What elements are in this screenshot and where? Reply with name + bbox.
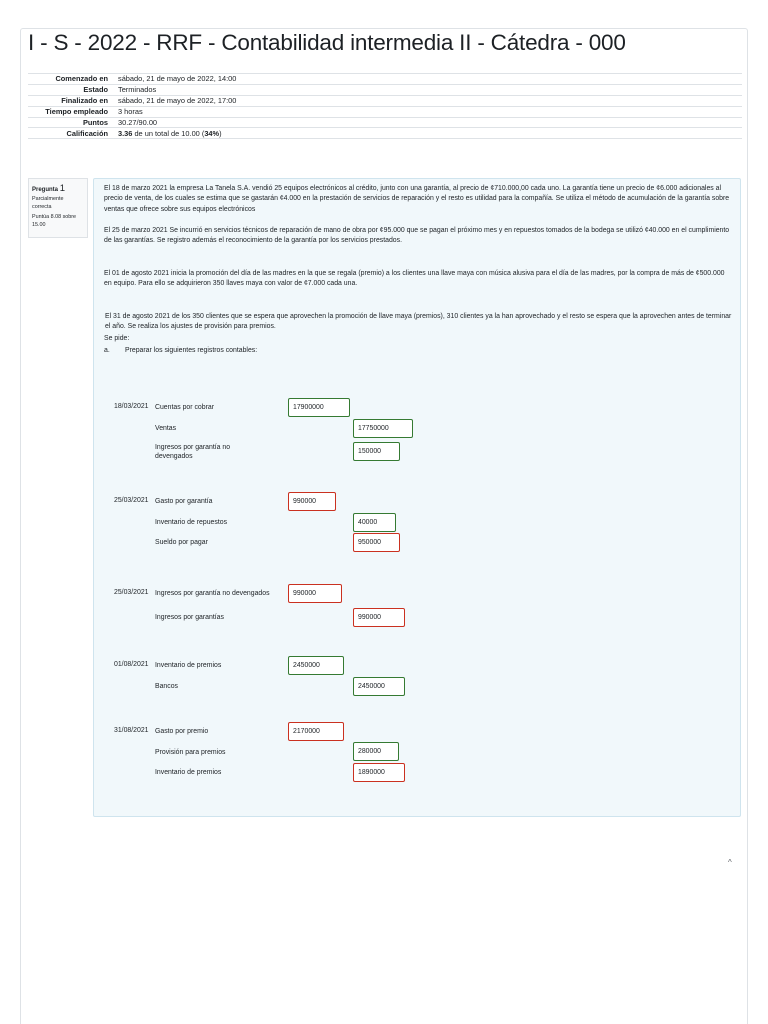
entry-date: 25/03/2021 [114, 497, 149, 504]
entry-credit-input[interactable]: 280000 [353, 742, 399, 761]
entry-date: 31/08/2021 [114, 727, 149, 734]
grade-score: 3.36 [118, 128, 133, 138]
entry-credit-input[interactable]: 40000 [353, 513, 396, 532]
entry-debit-input[interactable]: 2450000 [288, 656, 344, 675]
entry-date: 01/08/2021 [114, 661, 149, 668]
question-number [32, 182, 84, 196]
question-paragraph: El 18 de marzo 2021 la empresa La Tanela S.A. vendió 25 equipos electrónicos al crédito, junto con una garantía, al precio de ¢710.000,00 cada uno. La garantía tiene un precio de ¢6.000 adicionales al precio de venta, de los cuales se estima que se gastarán ¢4.000 en la prestación de servicios de reparación y el resto es utilidad para la compañía. Se utiliza el método de acumulación de la garantía sobre ventas que ofrece sobre sus equipos electrónicos [104, 185, 730, 213]
summary-value-grade [114, 128, 742, 139]
question-info [28, 178, 88, 238]
summary-label: Puntos [28, 117, 114, 128]
entry-credit-account: Ingresos por garantías [155, 614, 224, 621]
question-paragraph: El 25 de marzo 2021 Se incurrió en servicios técnicos de reparación de mano de obra por ¢95.000 que se pagan el próximo mes y en repuestos tomados de la bodega se utilizó ¢40.000 en el cumplimiento de las garantías. Se registro además el reconocimiento de la garantía por los servicios prestados. [104, 227, 730, 245]
summary-row [28, 84, 742, 95]
question-state: Parcialmente correcta [32, 195, 64, 210]
page-title: I - S - 2022 - RRF - Contabilidad intermedia II - Cátedra - 000 [28, 30, 626, 55]
entry-credit-account: Ventas [155, 425, 177, 432]
entry-credit-input[interactable]: 950000 [353, 533, 400, 552]
grade-total: de un total de 10.00 ( [132, 128, 205, 138]
summary-value: 3 horas [114, 106, 742, 117]
entry-credit-input[interactable]: 150000 [353, 442, 400, 461]
entry-debit-account: Gasto por premio [155, 728, 209, 735]
scroll-top-icon[interactable]: ^ [728, 858, 732, 867]
summary-value: 30.27/90.00 [114, 117, 742, 128]
question-number-value: 1 [59, 183, 65, 194]
se-pide-label: Se pide: [104, 335, 130, 342]
grade-close: ) [219, 128, 222, 138]
entry-credit-account: Inventario de repuestos [155, 519, 228, 526]
entry-credit-input[interactable]: 1890000 [353, 763, 405, 782]
entry-debit-account: Cuentas por cobrar [155, 404, 214, 411]
question-grade: Puntúa 8.08 sobre 15.00 [32, 214, 77, 229]
summary-row [28, 95, 742, 106]
summary-value: Terminados [114, 84, 742, 95]
instruction [104, 346, 257, 356]
entry-credit-account: Inventario de premios [155, 769, 222, 776]
grade-percent: 34% [204, 128, 220, 138]
entry-date: 25/03/2021 [114, 589, 149, 596]
quiz-summary-table [28, 73, 742, 139]
summary-row [28, 74, 742, 85]
entry-credit-account: Provisión para premios [155, 749, 226, 756]
summary-value: sábado, 21 de mayo de 2022, 14:00 [114, 74, 742, 85]
entry-debit-input[interactable]: 990000 [288, 492, 336, 511]
summary-value: sábado, 21 de mayo de 2022, 17:00 [114, 95, 742, 106]
entry-debit-input[interactable]: 2170000 [288, 722, 344, 741]
question-paragraph: El 01 de agosto 2021 inicia la promoción del día de las madres en la que se regala (premio) a los clientes una llave maya con música alusiva para el día de las madres, por la compra de más de ¢500.000 en equipo. Para ello se adquirieron 350 llaves maya con valor de ¢7.000 cada una. [104, 270, 725, 288]
entry-debit-input[interactable]: 17900000 [288, 398, 350, 417]
question-label: Pregunta [32, 187, 59, 193]
question-paragraph: El 31 de agosto 2021 de los 350 clientes que se espera que aprovechen la promoción de llave maya (premios), 310 clientes ya la han aprovechado y el resto se espera que la aprovechen antes de terminar el año. Se realiza los ajustes de provisión para premios. [105, 313, 732, 331]
summary-row [28, 128, 742, 139]
entry-credit-input[interactable]: 990000 [353, 608, 405, 627]
entry-debit-input[interactable]: 990000 [288, 584, 342, 603]
summary-label: Comenzado en [28, 74, 114, 85]
summary-row [28, 117, 742, 128]
summary-label: Finalizado en [28, 95, 114, 106]
entry-credit-input[interactable]: 2450000 [353, 677, 405, 696]
entry-debit-account: Gasto por garantía [155, 498, 213, 505]
summary-label: Estado [28, 84, 114, 95]
question-content [93, 178, 741, 817]
instruction-marker: a. [104, 347, 110, 354]
entry-credit-account: Ingresos por garantía no devengados [155, 444, 231, 461]
entry-date: 18/03/2021 [114, 403, 149, 410]
entry-debit-account: Ingresos por garantía no devengados [155, 590, 270, 597]
instruction-text: Preparar los siguientes registros contables: [125, 347, 258, 354]
summary-row [28, 106, 742, 117]
summary-label: Calificación [28, 128, 114, 139]
entry-credit-account: Bancos [155, 683, 178, 690]
summary-label: Tiempo empleado [28, 106, 114, 117]
entry-debit-account: Inventario de premios [155, 662, 222, 669]
entry-credit-account: Sueldo por pagar [155, 539, 208, 546]
entry-credit-input[interactable]: 17750000 [353, 419, 413, 438]
